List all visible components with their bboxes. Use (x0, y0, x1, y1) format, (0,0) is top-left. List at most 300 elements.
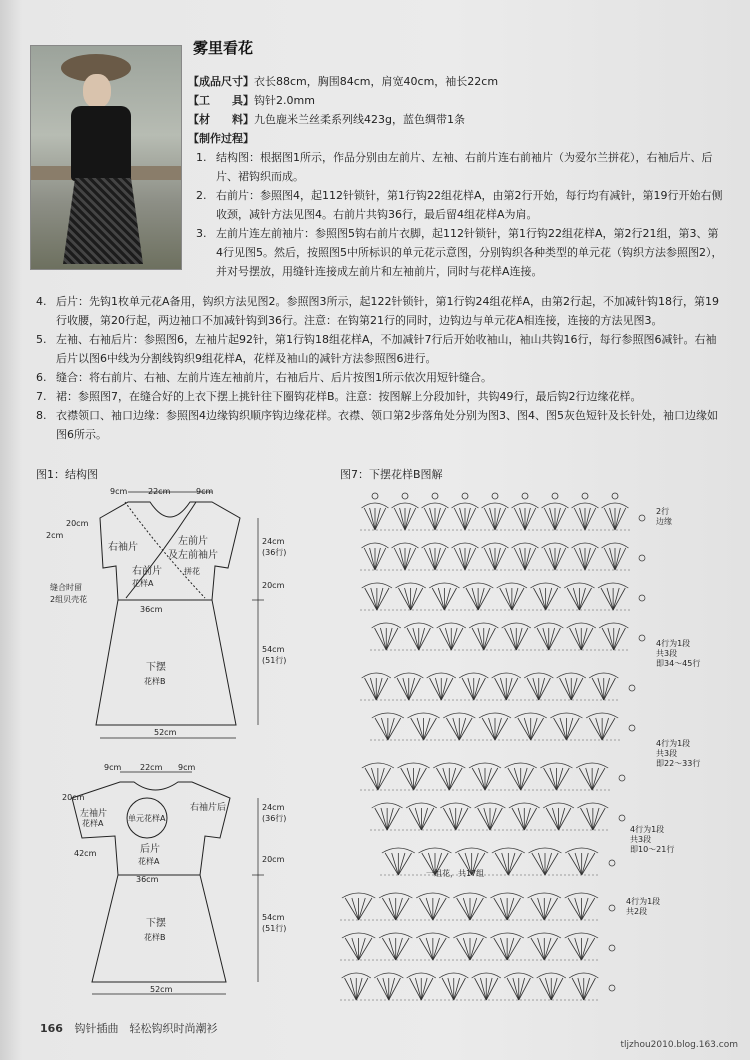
stitch-line (544, 548, 555, 570)
stitch-line (524, 808, 530, 830)
stitch-line (556, 768, 562, 790)
stitch-line (575, 938, 582, 960)
stitch-line (507, 898, 514, 920)
chain-arc (490, 933, 523, 938)
svg-text:36cm: 36cm (136, 875, 159, 884)
stitch-line (507, 938, 520, 960)
svg-text:9cm: 9cm (104, 763, 122, 772)
stitch-line (470, 938, 477, 960)
chain-arc (589, 673, 618, 678)
stitch-line (533, 588, 545, 610)
svg-text:2cm: 2cm (46, 531, 64, 540)
stitch-line (463, 938, 470, 960)
stitch-line (457, 938, 470, 960)
stitch-line (433, 898, 440, 920)
stitch-line (364, 508, 375, 530)
svg-text:(36行): (36行) (262, 548, 287, 557)
stitch-line (573, 588, 579, 610)
row-marker (639, 635, 645, 641)
stitch-line (454, 548, 465, 570)
stitch-line (582, 853, 595, 875)
stitch-line (593, 808, 605, 830)
stitch-line (596, 718, 602, 740)
stitch-line (512, 588, 518, 610)
stitch-line (482, 718, 495, 740)
stitch-line (405, 588, 411, 610)
stitch-line (566, 718, 572, 740)
stitch-line (345, 978, 357, 1000)
stitch-line (394, 508, 405, 530)
stitch-line (376, 678, 382, 700)
stitch-line (394, 548, 405, 570)
stitch-line (538, 853, 545, 875)
stitch-line (454, 978, 460, 1000)
stitch-line (581, 898, 594, 920)
stitch-line (421, 978, 433, 1000)
stitch-line (500, 678, 506, 700)
stitch-line (389, 898, 396, 920)
stitch-line (359, 898, 372, 920)
stitch-line (502, 853, 509, 875)
stitch-line (484, 508, 495, 530)
stitch-line (494, 938, 507, 960)
stitch-line (494, 898, 507, 920)
stitch-line (359, 938, 372, 960)
stitch-line (463, 898, 470, 920)
stitch-line (375, 508, 380, 530)
stitch-line (419, 628, 425, 650)
svg-text:花样A: 花样A (132, 579, 154, 588)
chain-arc (379, 893, 412, 898)
chain-arc (502, 623, 531, 628)
chain-arc (372, 803, 403, 808)
stitch-line (579, 588, 591, 610)
stitch-line (500, 588, 512, 610)
stitch-line (495, 718, 508, 740)
model-photo (30, 45, 182, 270)
svg-text:52cm: 52cm (150, 985, 173, 994)
note-1-c: 即34～45行 (656, 659, 701, 668)
stitch-line (444, 588, 450, 610)
stitch-line (521, 768, 527, 790)
stitch-line (506, 678, 512, 700)
steps-bottom (36, 292, 726, 444)
chain-arc (512, 543, 539, 548)
chain-arc (416, 893, 449, 898)
stitch-line (352, 938, 359, 960)
stitch-line (533, 678, 539, 700)
stitch-line (607, 588, 613, 610)
stitch-line (388, 718, 394, 740)
stitch-line (544, 898, 551, 920)
stitch-line (454, 508, 465, 530)
chain-arc (475, 803, 506, 808)
stitch-line (520, 508, 525, 530)
stitch-line (490, 808, 496, 830)
stitch-line (604, 678, 616, 700)
chain-arc (512, 503, 539, 508)
note-3-a: 4行为1段 (630, 825, 665, 834)
stitch-line (414, 768, 420, 790)
fig1-diagram (0, 480, 330, 1010)
fig7-caption: 图7：下摆花样B图解 (340, 468, 443, 481)
stitch-line (441, 678, 447, 700)
stitch-line (544, 938, 551, 960)
stitch-line (520, 548, 525, 570)
chain-arc (524, 673, 553, 678)
chain-arc (542, 503, 569, 508)
chain-arc (490, 893, 523, 898)
stitch-line (506, 588, 512, 610)
stitch-line (615, 508, 620, 530)
stitch-line (550, 548, 555, 570)
stitch-line (559, 808, 565, 830)
chain-arc (482, 543, 509, 548)
stitch-line (377, 588, 383, 610)
stitch-line (381, 718, 387, 740)
chain-arc (342, 933, 375, 938)
stitch-line (409, 678, 415, 700)
chain-arc (379, 933, 412, 938)
stitch-line (505, 628, 517, 650)
chain-arc (537, 973, 566, 978)
stitch-line (516, 628, 528, 650)
stitch-line (544, 768, 557, 790)
stitch-line (446, 718, 459, 740)
stitch-line (514, 548, 525, 570)
svg-text:(51行): (51行) (262, 924, 287, 933)
picot-mark (462, 493, 468, 499)
stitch-line (356, 978, 368, 1000)
stitch-line (400, 508, 405, 530)
chain-arc (433, 763, 465, 768)
info-material: 【材 料】九色鹿米兰丝柔系列线423g，蓝色绸带1条 (188, 113, 465, 126)
stitch-line (405, 548, 416, 570)
stitch-line (539, 678, 551, 700)
info-block (188, 72, 728, 148)
watermark: tljzhou2010.blog.163.com (620, 1040, 738, 1050)
svg-text:右袖片后: 右袖片后 (190, 803, 227, 813)
stitch-line (382, 938, 395, 960)
stitch-line (544, 508, 555, 530)
svg-text:22cm: 22cm (140, 763, 163, 772)
row-marker (619, 815, 625, 821)
row-marker (629, 725, 635, 731)
stitch-line (396, 898, 403, 920)
svg-text:右袖片: 右袖片 (108, 542, 138, 553)
row-marker (639, 515, 645, 521)
stitch-line (578, 978, 584, 1000)
stitch-line (435, 508, 440, 530)
stitch-line (356, 978, 362, 1000)
stitch-line (568, 853, 581, 875)
stitch-line (574, 548, 585, 570)
chain-arc (452, 543, 479, 548)
stitch-line (474, 678, 486, 700)
stitch-line (430, 508, 435, 530)
stitch-line (581, 938, 588, 960)
chain-arc (452, 503, 479, 508)
stitch-line (449, 768, 462, 790)
stitch-line (345, 938, 358, 960)
stitch-line (524, 718, 530, 740)
steps-top (196, 148, 724, 281)
stitch-line (531, 898, 544, 920)
step-1: 1. 结构图：根据图1所示，作品分别由左前片、左袖、右前片连右前袖片（为爱尔兰拼花），右袖后片、后片、裙钩织而成。 (196, 151, 713, 183)
chain-arc (598, 583, 628, 588)
stitch-line (512, 588, 524, 610)
stitch-line (579, 588, 585, 610)
footer-text: 钩针插曲 轻松钩织时尚潮衫 (74, 1022, 218, 1035)
stitch-line (424, 718, 437, 740)
stitch-line (538, 898, 545, 920)
chain-arc (565, 848, 598, 853)
stitch-line (508, 853, 515, 875)
stitch-line (430, 548, 435, 570)
stitch-line (525, 548, 536, 570)
stitch-line (601, 588, 613, 610)
chain-arc (382, 848, 415, 853)
svg-text:9cm: 9cm (110, 487, 128, 496)
stitch-line (540, 588, 546, 610)
stitch-line (571, 678, 583, 700)
stitch-line (459, 718, 472, 740)
stitch-line (385, 853, 398, 875)
stitch-line (456, 808, 462, 830)
stitch-line (478, 588, 490, 610)
row-marker (609, 905, 615, 911)
stitch-line (510, 628, 516, 650)
stitch-line (556, 768, 569, 790)
stitch-line (442, 978, 454, 1000)
stitch-line (435, 548, 446, 570)
stitch-line (378, 768, 391, 790)
chain-arc (530, 583, 560, 588)
stitch-line (383, 978, 389, 1000)
chain-arc (482, 503, 509, 508)
row-marker (639, 555, 645, 561)
stitch-line (424, 718, 430, 740)
edge-label-border: 边缘 (656, 517, 672, 526)
stitch-line (518, 808, 524, 830)
stitch-line (424, 508, 435, 530)
stitch-line (433, 938, 446, 960)
chain-arc (479, 713, 511, 718)
stitch-line (392, 853, 399, 875)
stitch-line (381, 808, 387, 830)
stitch-line (549, 628, 555, 650)
stitch-line (401, 768, 414, 790)
stitch-line (405, 548, 410, 570)
chain-arc (505, 763, 537, 768)
stitch-line (421, 978, 427, 1000)
stitch-line (448, 978, 454, 1000)
chain-arc (572, 503, 599, 508)
svg-text:54cm: 54cm (262, 913, 285, 922)
chain-arc (394, 673, 423, 678)
stitch-line (345, 898, 358, 920)
stitch-line (586, 768, 592, 790)
svg-text:52cm: 52cm (154, 728, 177, 737)
stitch-line (457, 898, 470, 920)
chain-arc (427, 673, 456, 678)
chain-arc (577, 803, 608, 808)
stitch-line (478, 588, 484, 610)
stitch-line (550, 768, 556, 790)
chain-arc (492, 673, 521, 678)
stitch-line (571, 678, 577, 700)
stitch-line (604, 548, 615, 570)
stitch-line (585, 508, 590, 530)
stitch-line (610, 548, 615, 570)
stitch-line (468, 678, 474, 700)
stitch-line (495, 548, 506, 570)
chain-arc (374, 973, 403, 978)
stitch-line (350, 978, 356, 1000)
stitch-line (454, 978, 466, 1000)
chain-arc (543, 803, 574, 808)
stitch-line (567, 588, 579, 610)
stitch-line (545, 853, 558, 875)
chain-arc (440, 803, 471, 808)
stitch-line (490, 808, 502, 830)
stitch-line (581, 938, 594, 960)
stitch-line (575, 898, 582, 920)
stitch-line (550, 508, 555, 530)
chain-arc (492, 848, 525, 853)
chain-arc (528, 893, 561, 898)
stitch-line (370, 548, 375, 570)
info-size: 【成品尺寸】衣长88cm，胸围84cm，肩宽40cm，袖长22cm (188, 75, 499, 88)
stitch-line (539, 678, 545, 700)
stitch-line (545, 978, 551, 1000)
note-4-b: 共2段 (626, 907, 648, 916)
stitch-line (486, 978, 492, 1000)
stitch-line (472, 588, 478, 610)
stitch-line (407, 628, 419, 650)
svg-text:20cm: 20cm (262, 855, 285, 864)
stitch-line (544, 938, 557, 960)
chain-arc (429, 583, 459, 588)
svg-text:花样A: 花样A (138, 857, 160, 866)
svg-text:9cm: 9cm (178, 763, 196, 772)
stitch-line (375, 718, 388, 740)
stitch-line (587, 808, 593, 830)
chain-arc (455, 848, 488, 853)
stitch-line (409, 808, 421, 830)
stitch-line (538, 938, 545, 960)
note-2-c: 即22～33行 (656, 759, 701, 768)
stitch-line (490, 508, 495, 530)
svg-text:22cm: 22cm (148, 487, 171, 496)
stitch-line (386, 628, 398, 650)
chain-arc (576, 763, 608, 768)
stitch-line (484, 548, 495, 570)
stitch-line (537, 628, 549, 650)
stitch-line (513, 978, 519, 1000)
stitch-line (375, 548, 380, 570)
chain-arc (469, 623, 498, 628)
stitch-line (396, 898, 409, 920)
stitch-line (614, 628, 626, 650)
note-2-a: 4行为1段 (656, 739, 691, 748)
stitch-line (398, 588, 410, 610)
chain-arc (362, 543, 389, 548)
stitch-line (555, 548, 560, 570)
chain-arc (392, 543, 419, 548)
stitch-line (546, 808, 558, 830)
stitch-line (540, 978, 552, 1000)
svg-text:20cm: 20cm (62, 793, 85, 802)
stitch-line (415, 808, 421, 830)
stitch-line (484, 808, 490, 830)
stitch-line (552, 808, 558, 830)
stitch-line (475, 978, 487, 1000)
picot-mark (582, 493, 588, 499)
chain-arc (586, 713, 618, 718)
stitch-line (365, 678, 377, 700)
chain-arc (342, 973, 371, 978)
note-1-b: 共3段 (656, 649, 678, 658)
picot-mark (492, 493, 498, 499)
stitch-line (570, 628, 582, 650)
stitch-line (495, 508, 500, 530)
stitch-line (386, 628, 392, 650)
stitch-line (479, 768, 485, 790)
stitch-line (377, 588, 389, 610)
stitch-line (409, 678, 421, 700)
svg-text:花样B: 花样B (144, 933, 166, 942)
chain-arc (534, 623, 563, 628)
stitch-line (565, 678, 571, 700)
chain-arc (372, 713, 404, 718)
row-marker (609, 985, 615, 991)
chain-arc (565, 933, 598, 938)
stitch-line (525, 508, 530, 530)
chain-arc (599, 623, 628, 628)
stitch-line (389, 978, 395, 1000)
step-8: 8. 衣襟领口、袖口边缘：参照图4边缘钩织顺序钩边缘花样。衣襟、领口第2步落角处分别为图3、图4、图5灰色短针及长针处，袖口边缘如图6所示。 (36, 409, 718, 441)
svg-text:20cm: 20cm (262, 581, 285, 590)
chain-arc (542, 543, 569, 548)
stitch-line (375, 808, 387, 830)
chain-arc (406, 803, 437, 808)
stitch-line (506, 678, 518, 700)
chain-arc (550, 713, 582, 718)
note-1-a: 4行为1段 (656, 639, 691, 648)
stitch-line (387, 808, 399, 830)
svg-text:左前片: 左前片 (178, 536, 208, 547)
step-3: 3. 左前片连左前袖片：参照图5钩右前片衣脚，起112针锁针，第1行钩22组花样A，第2行21组，第3、第4行见图5。然后，按照图5中所标识的单元花示意图，分别钩织各种类型的单元花（钩织方法参照图2），并对号摆放，用缝针连接成左前片和左袖前片，同时与花样A连接。 (196, 227, 723, 278)
stitch-line (411, 588, 417, 610)
stitch-line (436, 768, 449, 790)
stitch-line (426, 898, 433, 920)
stitch-line (465, 508, 476, 530)
stitch-line (419, 938, 432, 960)
stitch-line (424, 548, 435, 570)
chain-arc (419, 848, 452, 853)
stitch-line (415, 978, 421, 1000)
stitch-line (449, 768, 455, 790)
stitch-line (389, 978, 401, 1000)
stitch-line (581, 808, 593, 830)
stitch-line (572, 978, 584, 1000)
stitch-line (580, 548, 585, 570)
svg-text:缝合时留: 缝合时留 (50, 583, 82, 592)
stitch-line (465, 508, 470, 530)
stitch-line (486, 978, 498, 1000)
stitch-line (414, 768, 427, 790)
